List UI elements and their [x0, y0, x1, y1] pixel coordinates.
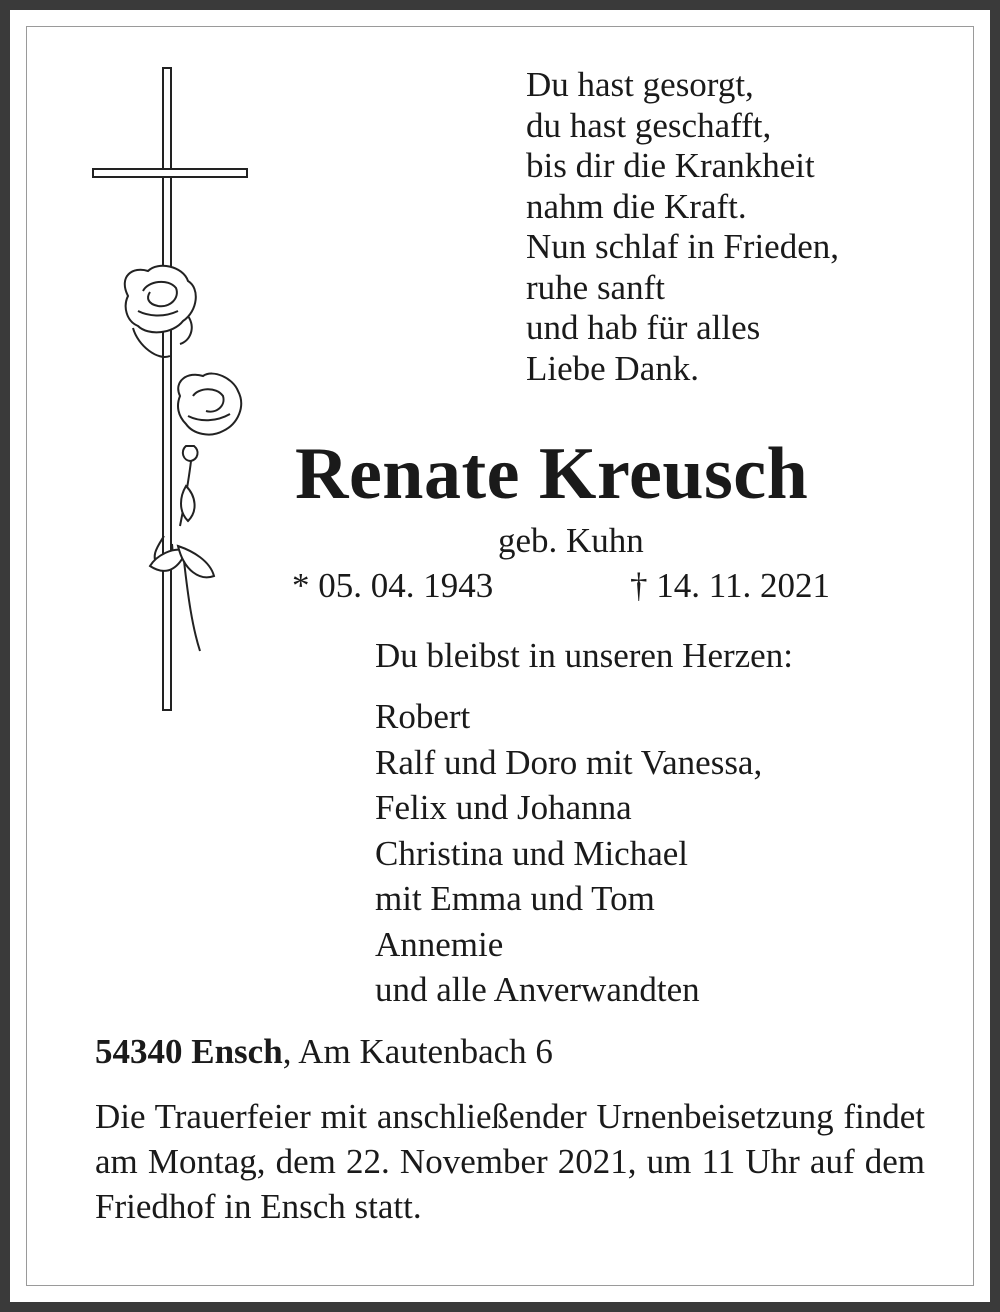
- poem-line: nahm die Kraft.: [526, 186, 747, 226]
- poem-line: Nun schlaf in Frieden,: [526, 227, 839, 266]
- list-item: und alle Anverwandten: [375, 970, 700, 1009]
- address: [95, 1032, 553, 1072]
- cross-with-roses-icon: [88, 66, 258, 716]
- funeral-notice: Die Trauerfeier mit anschließender Urnenbeisetzung findet am Montag, dem 22. November 2021, um 11 Uhr auf dem Friedhof in Ensch statt.: [95, 1097, 925, 1226]
- list-item: Christina und Michael: [375, 833, 689, 873]
- list-item: Annemie: [375, 924, 504, 964]
- birth-date: * 05. 04. 1943: [292, 566, 494, 605]
- poem-line: Liebe Dank.: [526, 348, 699, 388]
- deceased-name: Renate Kreusch: [295, 433, 809, 515]
- list-item: mit Emma und Tom: [375, 879, 655, 918]
- poem-line: du hast geschafft,: [526, 105, 772, 145]
- death-date: † 14. 11. 2021: [630, 566, 830, 605]
- poem-line: und hab für alles: [526, 308, 761, 347]
- poem-line: ruhe sanft: [526, 267, 665, 307]
- poem-line: Du hast gesorgt,: [526, 65, 754, 104]
- birth-name: geb. Kuhn: [498, 521, 644, 560]
- mourners-intro: Du bleibst in unseren Herzen:: [375, 636, 793, 675]
- mourners-list: [375, 694, 762, 1013]
- address-city: 54340 Ensch: [95, 1032, 283, 1071]
- poem-line: bis dir die Krankheit: [526, 146, 815, 185]
- list-item: Ralf und Doro mit Vanessa,: [375, 742, 763, 782]
- list-item: Robert: [375, 697, 471, 736]
- address-street: , Am Kautenbach 6: [282, 1032, 553, 1071]
- poem: [526, 65, 839, 389]
- list-item: Felix und Johanna: [375, 788, 632, 827]
